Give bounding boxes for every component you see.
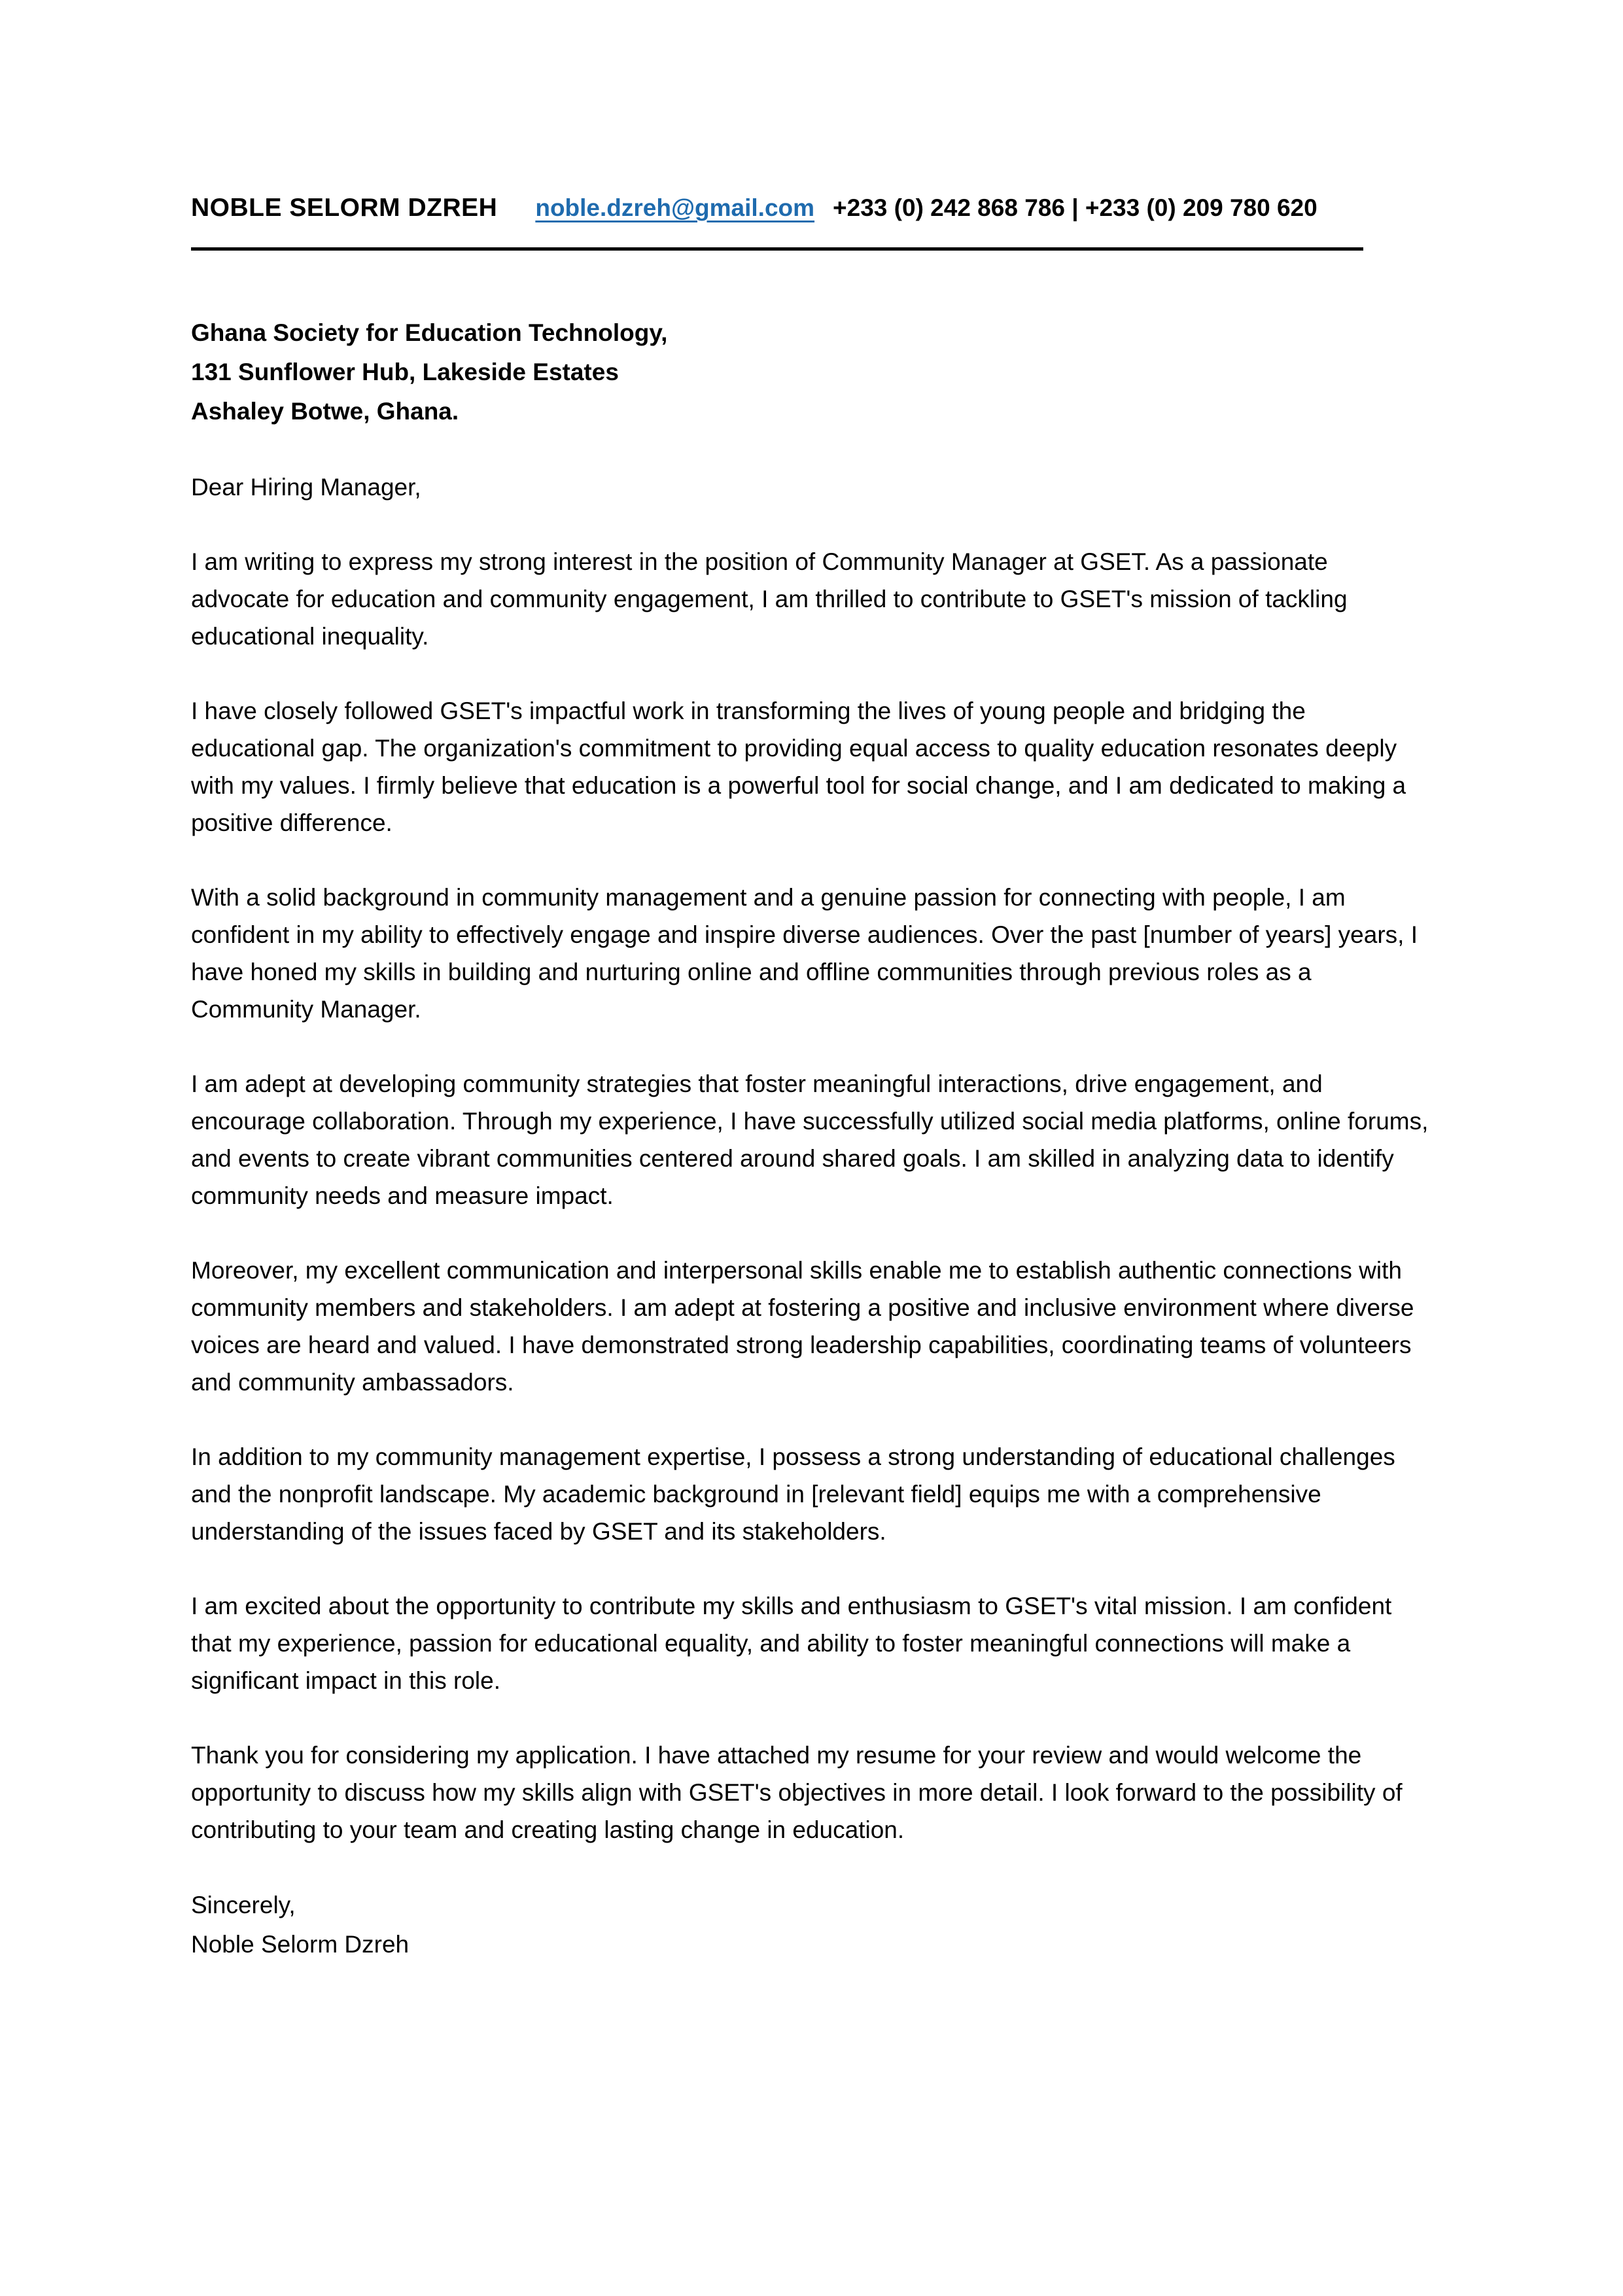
paragraph-excitement: I am excited about the opportunity to contribute my skills and enthusiasm to GSET's vital mission. I am confident that my experience, passion for educational equality, and ability to foster meaningful connections will make a significant impact in this role. [191,1593,1392,1694]
sender-name: NOBLE SELORM DZREH [191,194,498,222]
recipient-line-org: Ghana Society for Education Technology, [191,319,668,346]
phone-numbers: +233 (0) 242 868 786 | +233 (0) 209 780 620 [833,194,1318,221]
salutation: Dear Hiring Manager, [191,474,421,501]
paragraph-background: With a solid background in community management and a genuine passion for connecting with people, I am confident in my ability to effectively engage and inspire diverse audiences. Over the past [number of years] years, I have honed my skills in building and nurturing online and offline communities through previous roles as a Community Manager. [191,884,1418,1023]
paragraph-strategies: I am adept at developing community strategies that foster meaningful interactions, drive engagement, and encourage collaboration. Through my experience, I have successfully utilized social media platforms, online forums, and events to create vibrant communities centered around shared goals. I am skilled in analyzing data to identify community needs and measure impact. [191,1070,1429,1209]
paragraph-expertise: In addition to my community management expertise, I possess a strong understanding of educational challenges and the nonprofit landscape. My academic background in [relevant field] equips me with a comprehensive understanding of the issues faced by GSET and its stakeholders. [191,1443,1395,1545]
letter-header [191,194,1363,251]
paragraph-intro: I am writing to express my strong interest in the position of Community Manager at GSET. As a passionate advocate for education and community engagement, I am thrilled to contribute to GSET's mission of tackling educational inequality. [191,548,1348,650]
valediction: Sincerely, [191,1892,296,1918]
paragraph-communication: Moreover, my excellent communication and interpersonal skills enable me to establish authentic connections with community members and stakeholders. I am adept at fostering a positive and inclusive environment where diverse voices are heard and valued. I have demonstrated strong leadership capabilities, coordinating teams of volunteers and community ambassadors. [191,1257,1414,1396]
signature-name: Noble Selorm Dzreh [191,1931,410,1958]
letter-body [191,468,1432,1848]
email-link[interactable]: noble.dzreh@gmail.com [535,194,815,221]
recipient-line-street: 131 Sunflower Hub, Lakeside Estates [191,359,619,385]
recipient-address [191,313,1432,431]
recipient-line-city: Ashaley Botwe, Ghana. [191,398,459,425]
paragraph-thanks: Thank you for considering my application. I have attached my resume for your review and would welcome the opportunity to discuss how my skills align with GSET's objectives in more detail. I look forward to the possibility of contributing to your team and creating lasting change in education. [191,1742,1403,1843]
closing-block [191,1886,1432,1964]
paragraph-gset-work: I have closely followed GSET's impactful work in transforming the lives of young people and bridging the educational gap. The organization's commitment to providing equal access to quality education resonates deeply with my values. I firmly believe that education is a powerful tool for social change, and I am dedicated to making a positive difference. [191,698,1406,836]
